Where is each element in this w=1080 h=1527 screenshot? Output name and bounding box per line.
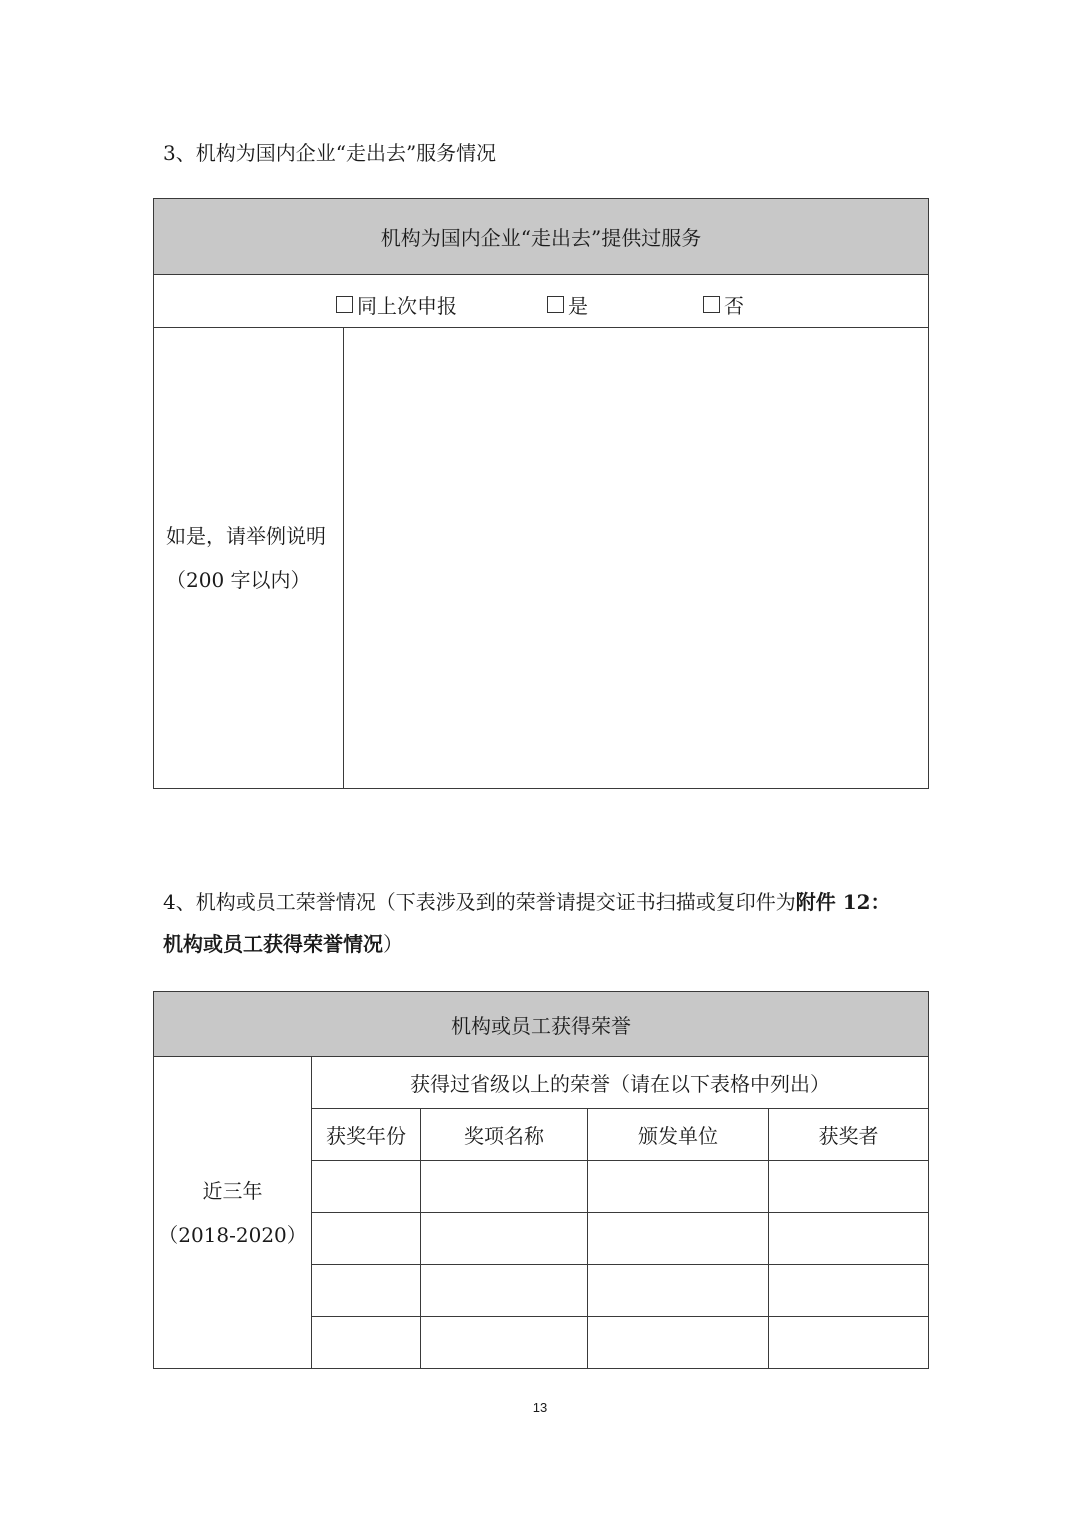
period-line1: 近三年 (202, 1178, 263, 1203)
table-cell[interactable] (769, 1265, 929, 1317)
table-cell[interactable] (588, 1213, 769, 1265)
section3-heading: 3、机构为国内企业“走出去”服务情况 (163, 141, 497, 165)
checkbox-icon[interactable] (703, 296, 720, 313)
honors-header: 机构或员工获得荣誉 (154, 992, 929, 1057)
table-cell[interactable] (312, 1317, 421, 1369)
table-cell[interactable] (421, 1161, 588, 1213)
period-line2: （2018-2020） (158, 1222, 307, 1247)
table-cell[interactable] (588, 1317, 769, 1369)
example-label-line1: 如是，请举例说明 (166, 524, 326, 548)
column-header-winner: 获奖者 (769, 1109, 929, 1161)
table-cell[interactable] (421, 1317, 588, 1369)
table-cell[interactable] (312, 1265, 421, 1317)
column-header-issuer: 颁发单位 (588, 1109, 769, 1161)
table-cell[interactable] (421, 1213, 588, 1265)
column-header-award-name: 奖项名称 (421, 1109, 588, 1161)
table-cell[interactable] (312, 1213, 421, 1265)
section4-heading-line2: 机构或员工获得荣誉情况） (163, 932, 403, 956)
column-header-year: 获奖年份 (312, 1109, 421, 1161)
option-same-as-last[interactable]: 同上次申报 (336, 290, 457, 319)
example-input-cell[interactable] (344, 328, 929, 789)
period-cell (154, 1057, 312, 1369)
table-cell[interactable] (769, 1317, 929, 1369)
overseas-service-table (153, 198, 929, 789)
section4-heading-line1: 4、机构或员工荣誉情况（下表涉及到的荣誉请提交证书扫描或复印件为附件 12： (163, 890, 891, 914)
table-cell[interactable] (421, 1265, 588, 1317)
checkbox-icon[interactable] (336, 296, 353, 313)
table-cell[interactable] (769, 1213, 929, 1265)
example-label-cell (154, 328, 344, 789)
page-number: 13 (532, 1400, 548, 1415)
honors-table (153, 991, 929, 1369)
example-label-line2: （200 字以内） (166, 568, 311, 592)
overseas-service-header: 机构为国内企业“走出去”提供过服务 (154, 199, 929, 275)
service-options-row (154, 275, 929, 328)
checkbox-icon[interactable] (547, 296, 564, 313)
table-cell[interactable] (769, 1161, 929, 1213)
table-cell[interactable] (588, 1161, 769, 1213)
option-no[interactable]: 否 (703, 290, 744, 319)
table-cell[interactable] (588, 1265, 769, 1317)
table-cell[interactable] (312, 1161, 421, 1213)
honors-subheader: 获得过省级以上的荣誉（请在以下表格中列出） (312, 1057, 929, 1109)
option-yes[interactable]: 是 (547, 290, 588, 319)
